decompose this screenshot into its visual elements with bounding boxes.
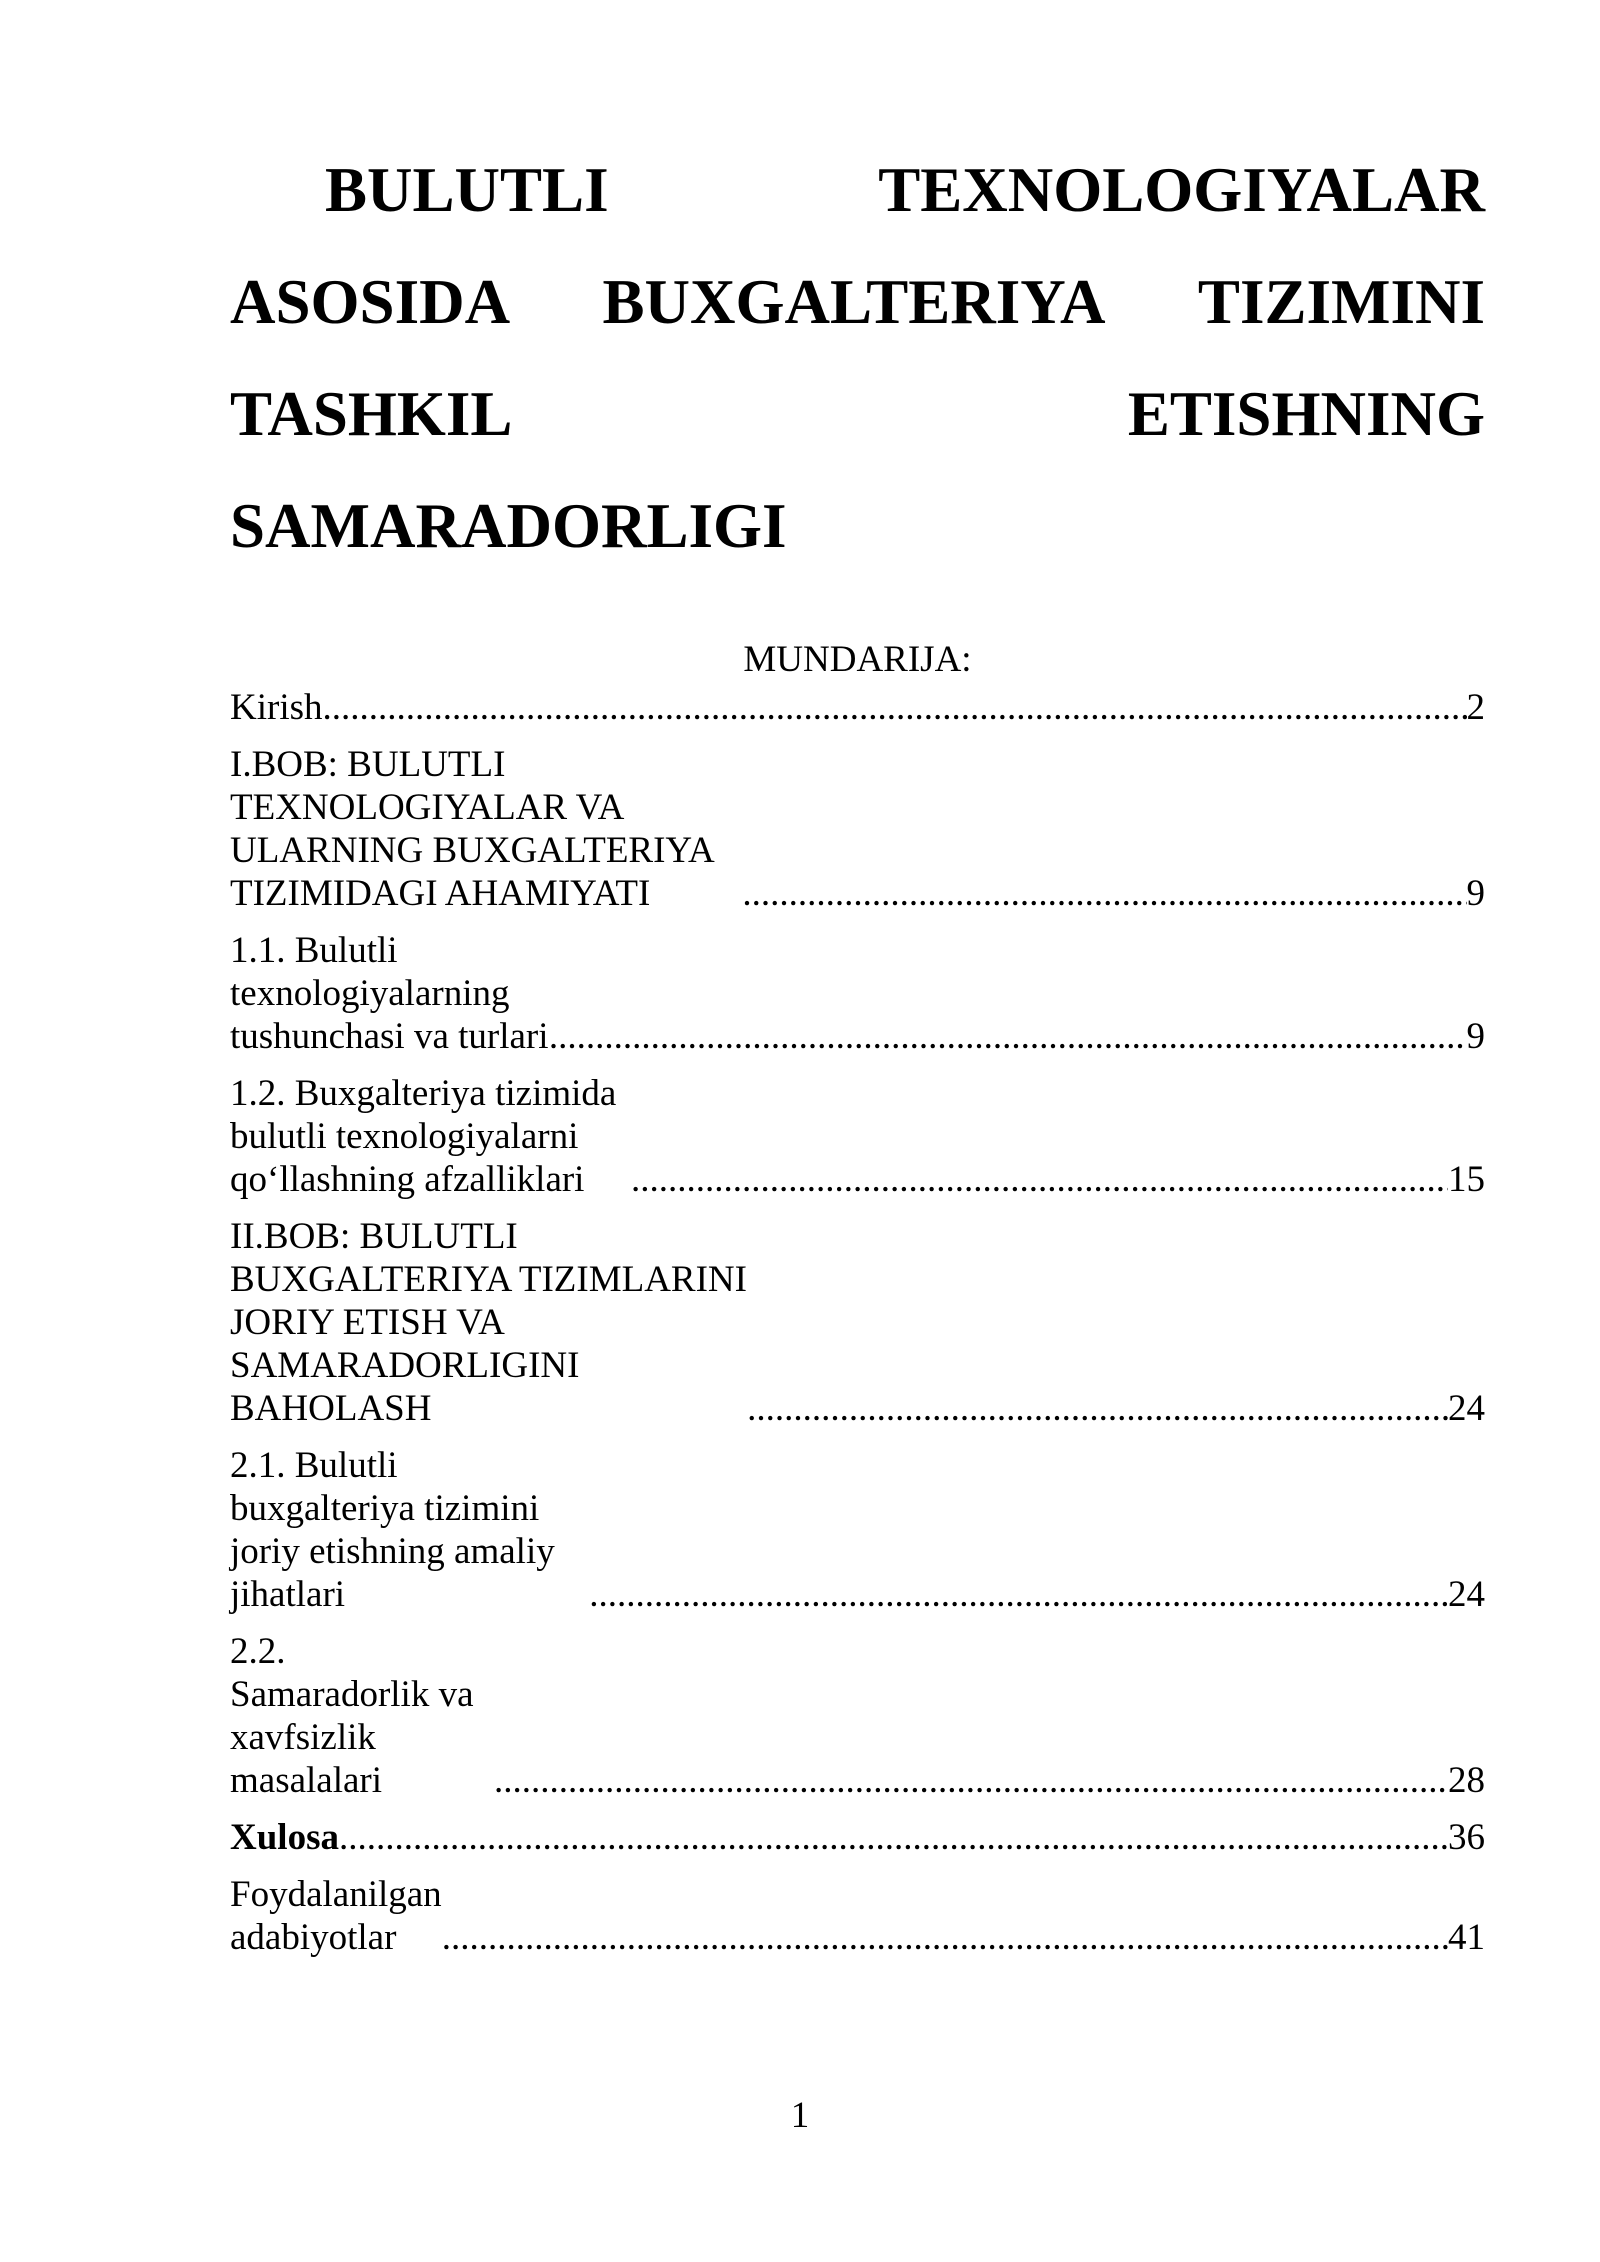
- title-line: [230, 366, 1485, 478]
- toc-entry-page: 24: [1448, 1574, 1485, 1615]
- toc-entry-text: II.BOB: BULUTLI BUXGALTERIYA TIZIMLARINI JORIY ETISH VA SAMARADORLIGINI BAHOLASH: [230, 1216, 747, 1429]
- toc-entry-text: 2.1. Bulutli buxgalteriya tizimini joriy etishning amaliy jihatlari: [230, 1445, 555, 1615]
- toc-dot-leader: [323, 686, 1467, 729]
- title-word: SAMARADORLIGI: [230, 491, 787, 561]
- title-line: [230, 142, 1485, 254]
- toc-dot-leader: [549, 1015, 1467, 1058]
- toc-entry-text: I.BOB: BULUTLI TEXNOLOGIYALAR VA ULARNING BUXGALTERIYA TIZIMIDAGI AHAMIYATI: [230, 744, 713, 914]
- toc-entry-section-1-2: [230, 1072, 1485, 1201]
- toc-entry-chapter-2: [230, 1215, 1485, 1430]
- toc-entry-references: [230, 1873, 1485, 1959]
- toc-entry-section-2-2: [230, 1630, 1485, 1802]
- toc-entry-xulosa: [230, 1816, 1485, 1859]
- title-line: [230, 254, 1485, 366]
- toc-entry-page: 9: [1466, 873, 1485, 914]
- toc-dot-leader: [589, 1573, 1448, 1616]
- table-of-contents: [230, 630, 1485, 1973]
- toc-entry-page: 15: [1448, 1159, 1485, 1200]
- toc-entry-text: 2.2. Samaradorlik va xavfsizlik masalalari: [230, 1631, 474, 1801]
- toc-dot-leader: [339, 1816, 1448, 1859]
- title-word: TEXNOLOGIYALAR: [878, 155, 1485, 225]
- title-word: BUXGALTERIYA: [602, 267, 1106, 337]
- title-word: TIZIMINI: [1197, 267, 1485, 337]
- toc-entry-page: 41: [1448, 1917, 1485, 1958]
- toc-entry-section-2-1: [230, 1444, 1485, 1616]
- toc-dot-leader: [747, 1387, 1448, 1430]
- toc-dot-leader: [494, 1759, 1448, 1802]
- toc-heading: MUNDARIJA:: [743, 639, 972, 680]
- title-word: BULUTLI: [325, 155, 609, 225]
- title-line: [230, 478, 1485, 590]
- title-word: TASHKIL: [230, 379, 513, 449]
- toc-entry-text: Kirish: [230, 687, 323, 728]
- toc-entry-text: 1.2. Buxgalteriya tizimida bulutli texnologiyalarni qo‘llashning afzalliklari: [230, 1073, 617, 1200]
- toc-entry-page: 36: [1448, 1817, 1485, 1858]
- toc-entry-text: Xulosa: [230, 1817, 339, 1858]
- toc-entry-page: 28: [1448, 1760, 1485, 1801]
- toc-dot-leader: [631, 1158, 1448, 1201]
- toc-entry-kirish: [230, 686, 1485, 729]
- toc-entry-text: Foydalanilgan adabiyotlar: [230, 1874, 442, 1958]
- toc-dot-leader: [742, 872, 1466, 915]
- document-title: [230, 142, 1485, 590]
- toc-entry-page: 9: [1466, 1016, 1485, 1057]
- title-word: ETISHNING: [1127, 379, 1485, 449]
- toc-entry-chapter-1: [230, 743, 1485, 915]
- toc-dot-leader: [442, 1916, 1448, 1959]
- toc-entry-text: 1.1. Bulutli texnologiyalarning tushunchasi va turlari: [230, 930, 549, 1057]
- page-number: 1: [790, 2095, 810, 2136]
- toc-entry-page: 2: [1466, 687, 1485, 728]
- title-word: ASOSIDA: [230, 267, 511, 337]
- toc-entry-page: 24: [1448, 1388, 1485, 1429]
- toc-entry-section-1-1: [230, 929, 1485, 1058]
